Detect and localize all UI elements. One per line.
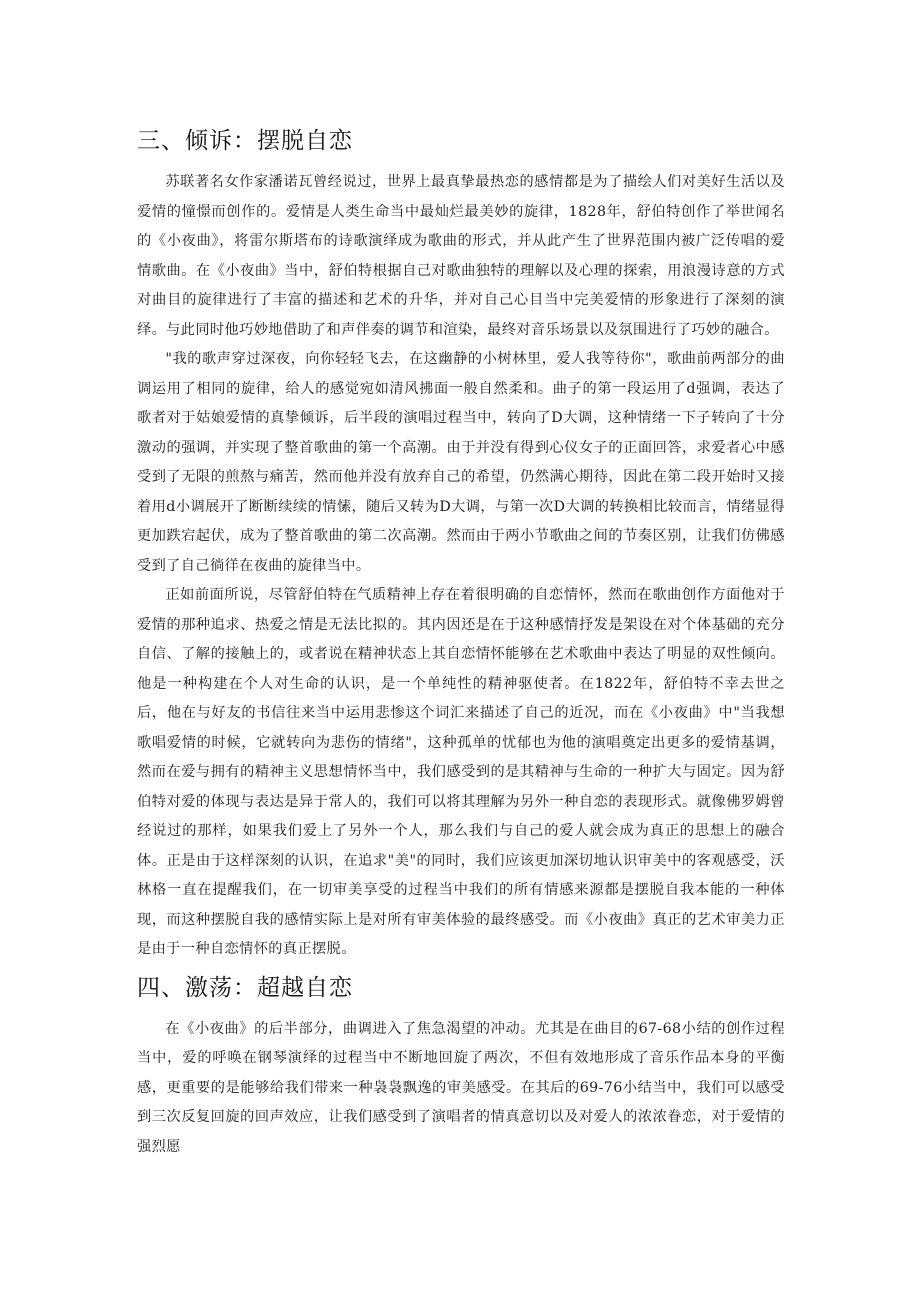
section-3-paragraph-2: "我的歌声穿过深夜，向你轻轻飞去，在这幽静的小树林里，爱人我等待你"，歌曲前两部分的曲调运用了相同的旋律，给人的感觉宛如清风拂面一般自然柔和。曲子的第一段运用了d强调，表达了歌者对于姑娘爱情的真挚倾诉，后半段的演唱过程当中，转向了D大调，这种情绪一下子转向了十分激动的强调，并实现了整首歌曲的第一个高潮。由于并没有得到心仪女子的正面回答，求爱者心中感受到了无限的煎熬与痛苦，然而他并没有放弃自己的希望，仍然满心期待，因此在第二段开始时又接着用d小调展开了断断续续的情愫，随后又转为D大调，与第一次D大调的转换相比较而言，情绪显得更加跌宕起伏，成为了整首歌曲的第二次高潮。然而由于两小节歌曲之间的节奏区别，让我们仿佛感受到了自己徜徉在夜曲的旋律当中。 xyxy=(137,351,785,574)
section-3-heading: 三、倾诉：摆脱自恋 xyxy=(137,128,353,154)
section-4-heading: 四、激荡：超越自恋 xyxy=(137,974,353,1001)
section-3-paragraph-3: 正如前面所说，尽管舒伯特在气质精神上存在着很明确的自恋情怀，然而在歌曲创作方面他对于爱情的那种追求、热爱之情是无法比拟的。其内因还是在于这种感情抒发是架设在对个体基础的充分自信、了解的接触上的，或者说在精神状态上其自恋情怀能够在艺术歌曲中表达了明显的双性倾向。他是一种构建在个人对生命的认识，是一个单纯性的精神驱使者。在1822年，舒伯特不幸去世之后，他在与好友的书信往来当中运用悲惨这个词汇来描述了自己的近况，而在《小夜曲》中"当我想歌唱爱情的时候，它就转向为悲伤的情绪"，这种孤单的忧郁也为他的演唱奠定出更多的爱情基调，然而在爱与拥有的精神主义思想情怀当中，我们感受到的是其精神与生命的一种扩大与固定。因为舒伯特对爱的体现与表达是异于常人的，我们可以将其理解为另外一种自恋的表现形式。就像佛罗姆曾经说过的那样，如果我们爱上了另外一个人，那么我们与自己的爱人就会成为真正的思想上的融合体。正是由于这样深刻的认识，在追求"美"的同时，我们应该更加深切地认识审美中的客观感受，沃林格一直在提醒我们，在一切审美享受的过程当中我们的所有情感来源都是摆脱自我本能的一种体现，而这种摆脱自我的感情实际上是对所有审美体验的最终感受。而《小夜曲》真正的艺术审美力正是由于一种自恋情怀的真正摆脱。 xyxy=(137,587,785,957)
section-3-paragraph-1: 苏联著名女作家潘诺瓦曾经说过，世界上最真挚最热恋的感情都是为了描绘人们对美好生活以及爱情的憧憬而创作的。爱情是人类生命当中最灿烂最美妙的旋律，1828年，舒伯特创作了举世闻名的《小夜曲》，将雷尔斯塔布的诗歌演绎成为歌曲的形式，并从此产生了世界范围内被广泛传唱的爱情歌曲。在《小夜曲》当中，舒伯特根据自己对歌曲独特的理解以及心理的探索，用浪漫诗意的方式对曲目的旋律进行了丰富的描述和艺术的升华，并对自己心目当中完美爱情的形象进行了深刻的演绎。与此同时他巧妙地借助了和声伴奏的调节和渲染，最终对音乐场景以及氛围进行了巧妙的融合。 xyxy=(137,174,785,338)
document-body xyxy=(137,124,785,1162)
section-4-paragraph-1: 在《小夜曲》的后半部分，曲调进入了焦急渴望的冲动。尤其是在曲目的67-68小结的创作过程当中，爱的呼唤在钢琴演绎的过程当中不断地回旋了两次，不但有效地形成了音乐作品本身的平衡感，更重要的是能够给我们带来一种袅袅飘逸的审美感受。在其后的69-76小结当中，我们可以感受到三次反复回旋的回声效应，让我们感受到了演唱者的情真意切以及对爱人的浓浓眷恋，对于爱情的强烈愿 xyxy=(137,1020,785,1155)
